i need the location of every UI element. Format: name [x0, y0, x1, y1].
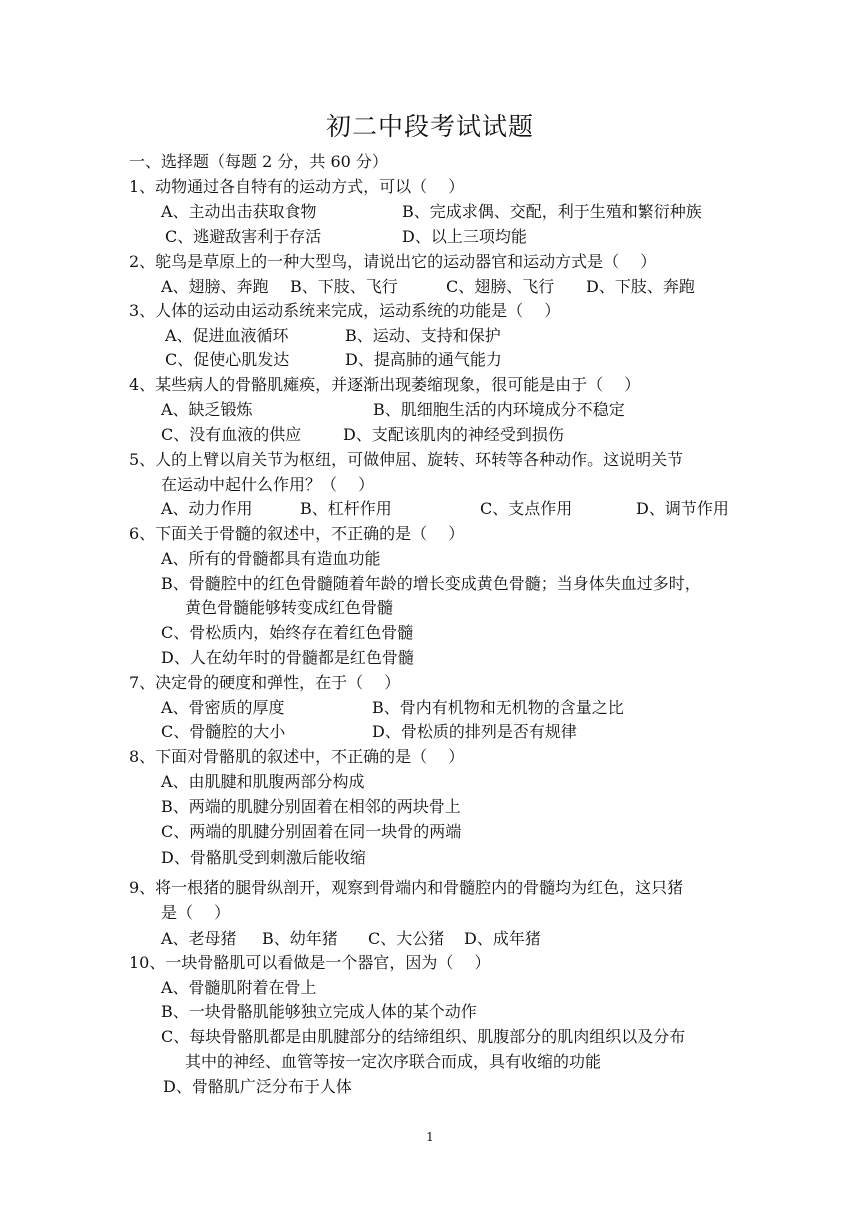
option-a: A、翅膀、奔跑	[161, 277, 269, 296]
option-c: C、支点作用	[480, 499, 573, 518]
option-a: A、缺乏锻炼	[161, 400, 253, 419]
option-c: C、每块骨骼肌都是由肌腱部分的结缔组织、肌腹部分的肌肉组织以及分布	[161, 1027, 686, 1046]
option-d: D、支配该肌肉的神经受到损伤	[343, 425, 564, 444]
option-a: A、由肌腱和肌腹两部分构成	[161, 772, 365, 791]
page-title: 初二中段考试试题	[325, 112, 534, 141]
option-a: A、主动出击获取食物	[161, 202, 317, 221]
option-c: C、翅膀、飞行	[446, 277, 555, 296]
option-c-continued: 其中的神经、血管等按一定次序联合而成，具有收缩的功能	[185, 1052, 602, 1071]
option-c: C、两端的肌腱分别固着在同一块骨的两端	[161, 822, 462, 841]
option-a: A、促进血液循环	[165, 326, 289, 345]
option-c: C、逃避敌害利于存活	[165, 227, 322, 246]
option-b: B、骨内有机物和无机物的含量之比	[372, 698, 624, 717]
question-stem: 8、下面对骨骼肌的叙述中，不正确的是（ ）	[129, 747, 465, 766]
option-a: A、动力作用	[161, 499, 253, 518]
question-stem: 3、人体的运动由运动系统来完成，运动系统的功能是（ ）	[129, 301, 561, 320]
option-b: B、杠杆作用	[300, 499, 392, 518]
option-b: B、完成求偶、交配，利于生殖和繁衍种族	[402, 202, 702, 221]
option-d: D、以上三项均能	[402, 227, 527, 246]
section-heading: 一、选择题（每题 2 分，共 60 分）	[129, 152, 388, 171]
option-b: B、下肢、飞行	[290, 277, 398, 296]
option-d: D、骨骼肌受到刺激后能收缩	[161, 848, 366, 867]
option-d: D、骨骼肌广泛分布于人体	[163, 1077, 352, 1096]
option-d: D、提高肺的通气能力	[345, 350, 502, 369]
option-b: B、一块骨骼肌能够独立完成人体的某个动作	[161, 1002, 477, 1021]
option-c: C、骨松质内，始终存在着红色骨髓	[161, 623, 414, 642]
option-b: B、幼年猪	[262, 929, 338, 948]
page-number: 1	[426, 1130, 434, 1144]
question-stem: 5、人的上臂以肩关节为枢纽，可做伸屈、旋转、环转等各种动作。这说明关节	[129, 450, 684, 469]
option-b: B、两端的肌腱分别固着在相邻的两块骨上	[161, 797, 461, 816]
option-d: D、调节作用	[636, 499, 729, 518]
option-b: B、运动、支持和保护	[345, 326, 501, 345]
option-c: C、没有血液的供应	[161, 425, 302, 444]
option-c: C、骨髓腔的大小	[161, 722, 286, 741]
option-b: B、骨髓腔中的红色骨髓随着年龄的增长变成黄色骨髓；当身体失血过多时，	[161, 574, 701, 593]
question-stem: 7、决定骨的硬度和弹性，在于（ ）	[129, 673, 401, 692]
option-b-continued: 黄色骨髓能够转变成红色骨髓	[185, 598, 394, 617]
option-c: C、大公猪	[368, 929, 445, 948]
question-stem: 2、鸵鸟是草原上的一种大型鸟，请说出它的运动器官和运动方式是（ ）	[129, 252, 657, 271]
question-stem: 10、一块骨骼肌可以看做是一个器官，因为（ ）	[129, 953, 491, 972]
option-c: C、促使心肌发达	[165, 350, 290, 369]
option-b: B、肌细胞生活的内环境成分不稳定	[373, 400, 625, 419]
option-d: D、骨松质的排列是否有规律	[372, 722, 577, 741]
option-a: A、骨髓肌附着在骨上	[161, 978, 317, 997]
question-stem-continued: 是（ ）	[161, 903, 231, 922]
question-stem: 1、动物通过各自特有的运动方式，可以（ ）	[129, 177, 465, 196]
question-stem: 4、某些病人的骨骼肌瘫痪，并逐渐出现萎缩现象，很可能是由于（ ）	[129, 375, 641, 394]
question-stem: 9、将一根猪的腿骨纵剖开，观察到骨端内和骨髓腔内的骨髓均为红色，这只猪	[129, 878, 684, 897]
question-stem: 6、下面关于骨髓的叙述中，不正确的是（ ）	[129, 524, 465, 543]
option-d: D、成年猪	[464, 929, 541, 948]
question-stem-continued: 在运动中起什么作用？（ ）	[161, 475, 375, 494]
option-a: A、骨密质的厚度	[161, 698, 285, 717]
option-d: D、人在幼年时的骨髓都是红色骨髓	[161, 648, 414, 667]
option-d: D、下肢、奔跑	[586, 277, 695, 296]
option-a: A、所有的骨髓都具有造血功能	[161, 549, 381, 568]
option-a: A、老母猪	[161, 929, 237, 948]
